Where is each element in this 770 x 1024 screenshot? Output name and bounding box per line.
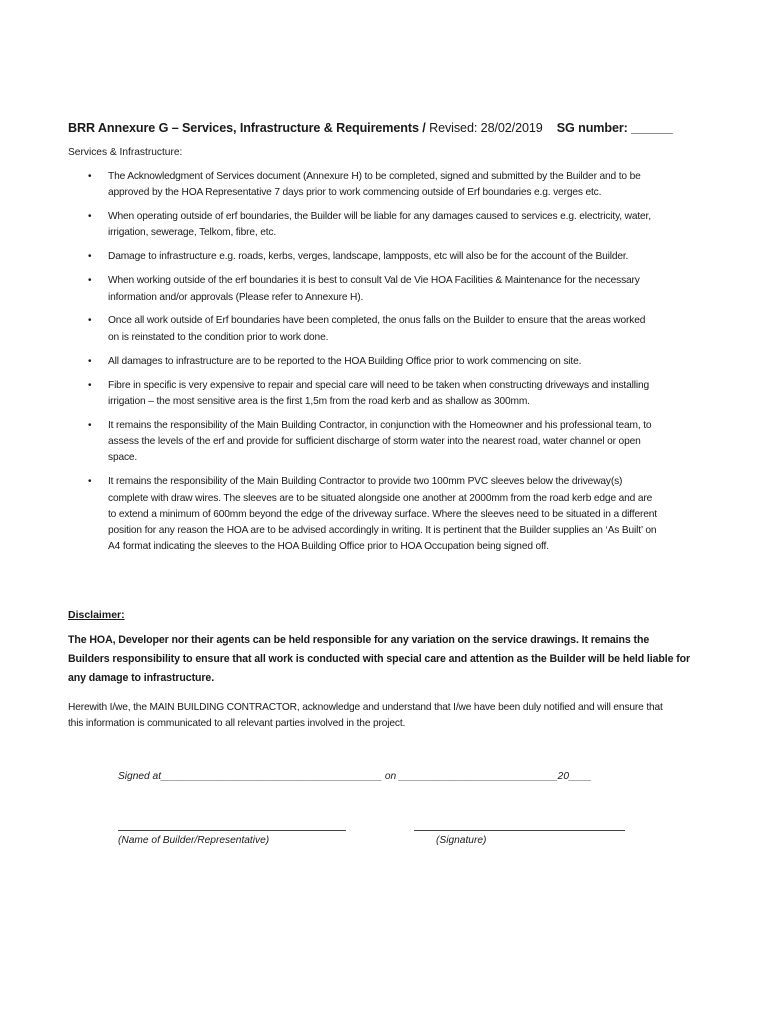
list-item-text: Damage to infrastructure e.g. roads, kerbs, verges, landscape, lampposts, etc will also be for the account of the Builder. [108,251,629,263]
builder-name-line [118,830,346,831]
list-item-text: All damages to infrastructure are to be reported to the HOA Building Office prior to work commencing on site. [108,355,582,367]
list-item-text: Once all work outside of Erf boundaries have been completed, the onus falls on the Builder to ensure that the areas worked on is reinstated to the condition prior to work done. [108,315,646,343]
list-item [68,418,658,467]
list-item [68,169,658,202]
revised-date: Revised: 28/02/2019 [425,121,543,135]
bullet-icon: • [88,251,92,263]
list-item-text: When operating outside of erf boundaries, the Builder will be liable for any damages caused to services e.g. electricity, water, irrigation, sewerage, Telkom, fibre, etc. [108,211,651,239]
list-item [68,209,658,242]
bullet-icon: • [88,419,92,431]
bullet-icon: • [88,379,92,391]
list-item-text: It remains the responsibility of the Main Building Contractor to provide two 100mm PVC sleeves below the driveway(s) complete with draw wires. The sleeves are to be situated alongside one another at 2000mm from the road kerb edge and are to extend a minimum of 600mm beyond the edge of the driveway surface. Where the sleeves need to be situated in a different position for any reason the HOA are to be advised accordingly in writing. It is pertinent that the Builder supplies an ‘As Built’ on A4 format indicating the sleeves to the HOA Building Office prior to HOA Occupation being signed off. [108,476,657,553]
bullet-icon: • [88,315,92,327]
list-item [68,474,658,555]
title-main: BRR Annexure G – Services, Infrastructure & Requirements / [68,121,426,135]
builder-name-caption: (Name of Builder/Representative) [118,835,270,846]
bullet-icon: • [88,211,92,223]
acknowledgement-text: Herewith I/we, the MAIN BUILDING CONTRACTOR, acknowledge and understand that I/we have been duly notified and will ensure that this information is communicated to all relevant parties involved in the project. [68,702,663,729]
list-item [68,249,658,265]
bullet-icon: • [88,171,92,182]
disclaimer-text: The HOA, Developer nor their agents can be held responsible for any variation on the service drawings. It remains the Builders responsibility to ensure that all work is conducted with special care and attention as the Builder will be held liable for any damage to infrastructure. [68,634,691,684]
bullet-icon: • [88,355,92,367]
signature-line [414,830,625,831]
list-item [68,273,658,306]
list-item-text: The Acknowledgment of Services document (Annexure H) to be completed, signed and submitted by the Builder and to be approved by the HOA Representative 7 days prior to work commencing outside of Erf boundaries e.g. verges etc. [108,171,641,199]
list-item [68,313,658,346]
sg-number: SG number: ______ [556,121,673,135]
bullet-icon: • [88,275,92,287]
page-title [68,121,728,135]
section-intro: Services & Infrastructure: [68,147,183,158]
list-item-text: When working outside of the erf boundaries it is best to consult Val de Vie HOA Facilities & Maintenance for the necessary information and/or approvals (Please refer to Annexure H). [108,275,640,303]
list-item [68,378,658,411]
list-item [68,354,658,370]
signed-at-line: Signed at_______________________________________ on ____________________________20____ [118,771,592,782]
signature-caption: (Signature) [436,835,487,846]
disclaimer-heading: Disclaimer: [68,609,125,621]
requirements-list [68,169,658,563]
list-item-text: It remains the responsibility of the Main Building Contractor, in conjunction with the Homeowner and his professional team, to assess the levels of the erf and provide for sufficient discharge of storm water into the nearest road, water channel or open space. [108,419,652,464]
list-item-text: Fibre in specific is very expensive to repair and special care will need to be taken when constructing driveways and installing irrigation – the most sensitive area is the first 1,5m from the road kerb and as shallow as 300mm. [108,379,649,407]
bullet-icon: • [88,476,92,488]
